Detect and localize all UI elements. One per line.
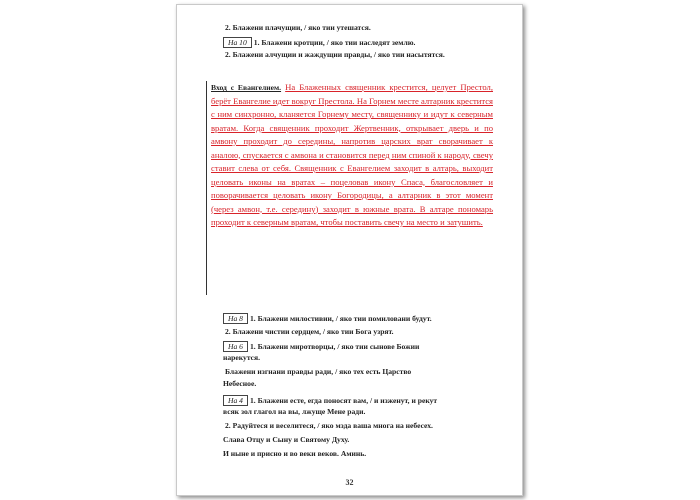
beatitude-line: 2. Блажени алчущии и жаждущии правды, / яко тии насытятся. xyxy=(225,50,445,59)
beatitude-text: 1. Блажени есте, егда поносят вам, / и изженут, и рекут xyxy=(249,396,438,405)
tone-marker: На 6 xyxy=(223,341,248,352)
doxology-line: Слава Отцу и Сыну и Святому Духу. xyxy=(223,435,350,444)
rubric-block xyxy=(211,81,493,230)
beatitude-line xyxy=(223,395,437,406)
doxology-line: И ныне и присно и во веки веков. Аминь. xyxy=(223,449,367,458)
beatitude-line: 2. Блажени чистии сердцем, / яко тии Бога узрят. xyxy=(225,327,394,336)
page-number: 32 xyxy=(345,478,354,487)
beatitude-line: нарекутся. xyxy=(223,353,261,362)
beatitude-line: Небесное. xyxy=(223,379,257,388)
beatitude-line: всяк зол глагол на вы, лжуще Мене ради. xyxy=(223,407,366,416)
tone-marker: На 10 xyxy=(223,37,252,48)
rubric-lead: Вход с Евангелием. xyxy=(211,83,282,92)
beatitude-line xyxy=(223,313,432,324)
beatitude-line: 2. Радуйтеся и веселитеся, / яко мзда ваша многа на небесех. xyxy=(225,421,433,430)
beatitude-text: 1. Блажени кротции, / яко тии наследят землю. xyxy=(253,38,416,47)
beatitude-line xyxy=(223,37,415,48)
rubric-text: На Блаженных священник крестится, целует Престол, берёт Евангелие идет вокруг Престола. На Горнем месте алтарник крестится с ним синхронно, кланяется Горнему месту, священнику и идут к северным вратам. Когда священник проходит Жертвенник, открывает дверь и по амвону проходит до середины, напротив царских врат сворачивает к аналою, спускается с амвона и становится перед ним спиной к народу, свечу ставит слева от себя. Священник с Евангелием заходит в алтарь, выходит целовать иконы на вратах – поцеловав икону Спаса, благословляет и поворачивается целовать икону Богородицы, а алтарник в этот момент (через амвон, т.е. середину) заходит в южные врата. В алтаре пономарь проходит к северным вратам, чтобы поставить свечу на место и затушить. xyxy=(211,82,493,227)
beatitude-line: 2. Блажени плачущии, / яко тии утешатся. xyxy=(225,23,371,32)
tone-marker: На 4 xyxy=(223,395,248,406)
beatitude-text: 1. Блажени милостивии, / яко тии помиловани будут. xyxy=(249,314,432,323)
beatitude-text: 1. Блажени миротворцы, / яко тии сынове Божии xyxy=(249,342,420,351)
rubric-margin-bar xyxy=(206,81,207,295)
beatitude-line xyxy=(223,341,419,352)
beatitude-line: Блажени изгнани правды ради, / яко тех есть Царство xyxy=(225,367,412,376)
document-page xyxy=(176,4,523,496)
tone-marker: На 8 xyxy=(223,313,248,324)
